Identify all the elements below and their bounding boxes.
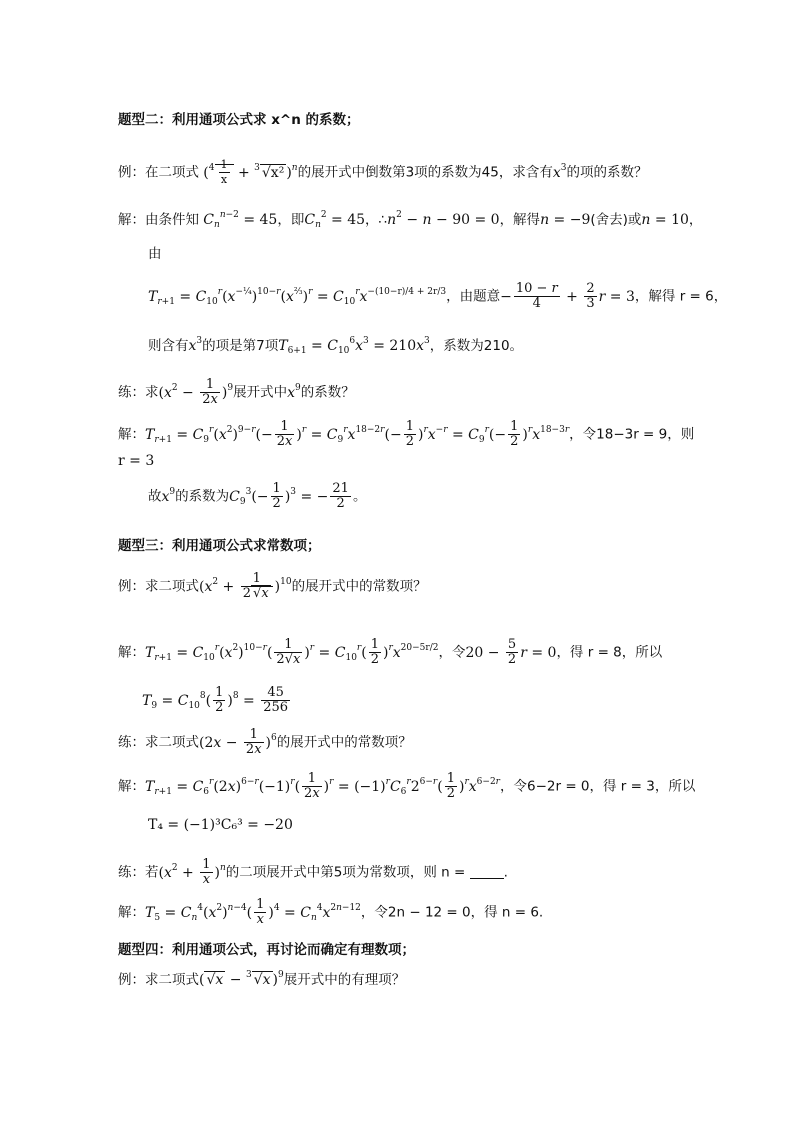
solution-text: ，即 — [277, 212, 305, 228]
practice-1: 练：求($x^2$ − $\frac{1}{2x}$ )$^9$展开式中$x^9$的系数？ — [118, 377, 355, 407]
practice-text: 若 — [145, 864, 159, 881]
solution-2-line2 — [118, 451, 154, 471]
type4-heading: 题型四：利用通项公式，再讨论而确定有理数项； — [118, 942, 415, 958]
answer-blank — [470, 866, 504, 879]
example-3: 例：求二项式( √x − $^3$ √x )$^9$展开式中的有理项？ — [118, 970, 406, 988]
practice-text: 求 — [145, 384, 159, 401]
practice-label: 练： — [118, 734, 145, 751]
example-1: 例：在二项式 ($^4$ $\frac{1}{x}$ + $^3$ √x² )$^n$的展开式中倒数第3项的系数为45，求含有$x^3$的项的系数？ — [118, 158, 648, 186]
example-text: 展开式中的有理项？ — [283, 972, 406, 988]
practice-text: 的展开式中的常数项？ — [276, 734, 412, 751]
practice-text: 的二项展开式中第5项为常数项，则 n = — [225, 864, 466, 881]
solution-3-line1: 解：$T_{r+1} = C_{10}^r(x^2)^{10-r}$( $\frac{1}{2√x}$ )$^r = C_{10}^r$( $\frac{1}{2}$ )$^rx^{20-5r/2}$，令20 − $\frac{5}{2}$ r = 0，得 r = 8，所以 — [118, 637, 663, 667]
solution-4-line2 — [148, 815, 293, 835]
example-text: 求二项式 — [145, 578, 199, 595]
solution-2-line3: 故$x^9$的系数为$C_9^3(-$ $\frac{1}{2}$ )$^3$ = − $\frac{21}{2}$ 。 — [148, 481, 367, 511]
solution-text: ， — [688, 212, 703, 228]
type3-heading: 题型三：利用通项公式求常数项； — [118, 538, 321, 554]
solution-text: 的系数为 — [175, 488, 230, 505]
example-text: 在二项式 — [145, 164, 199, 181]
solution-text: ，令18−3r = 9，则 — [569, 426, 695, 443]
practice-text: 的系数？ — [300, 384, 355, 401]
solution-text: ，由题意 — [446, 288, 501, 305]
solution-label: 解： — [118, 904, 145, 921]
practice-3: 练：若($x^2$ + $\frac{1}{x}$ )$^n$的二项展开式中第5项为常数项，则 n = . — [118, 857, 508, 887]
solution-text: 则含有 — [148, 338, 189, 354]
solution-text: ，所以 — [621, 644, 663, 661]
practice-text: 求二项式 — [145, 734, 199, 751]
solution-label: 解： — [118, 212, 145, 228]
solution-1-line4: 则含有$x^3$的项是第7项$T_{6+1} = C_{10}^6x^3 = 210x^3$，系数为210。 — [148, 336, 524, 356]
practice-label: 练： — [118, 864, 145, 881]
solution-text: 。 — [352, 488, 367, 505]
solution-4-line1: 解：$T_{r+1} = C_6^r(2x)^{6-r}(-1)^r$( $\frac{1}{2x}$ )$^r = (-1)^rC_6^r2^{6-r}$( $\frac{1}{2}$ )$^rx^{6-2r}$，令6−2r = 0，得 r = 3，所以 — [118, 771, 696, 801]
solution-text: ，∴ — [365, 212, 388, 228]
solution-label: 解： — [118, 426, 145, 443]
example-text: 的展开式中的常数项？ — [291, 578, 427, 595]
solution-text: ，解得 r = 6， — [634, 288, 728, 305]
solution-text: 由条件知 — [145, 212, 199, 228]
solution-label: 解： — [118, 644, 145, 661]
practice-label: 练： — [118, 384, 145, 401]
example-text: 的展开式中倒数第3项的系数为45，求含有 — [297, 164, 553, 181]
example-label: 例： — [118, 164, 145, 181]
solution-1-line2: 由 — [148, 246, 162, 262]
solution-math: T₄ = (−1)³C₆³ = −20 — [148, 817, 293, 833]
solution-2-line1: 解：$T_{r+1} = C_9^r(x^2)^{9-r}(-$ $\frac{1}{2x}$ )$^r = C_9^rx^{18-2r}(-$ $\frac{1}{2}$ )$^rx^{-r} = C_9^r(-$ $\frac{1}{2}$ )$^rx^{18-3r}$，令18−3r = 9，则 — [118, 419, 695, 449]
solution-text: ，系数为210。 — [429, 338, 524, 354]
type2-heading: 题型二：利用通项公式求 x^n 的系数； — [118, 112, 360, 128]
solution-text: ，得 r = 8 — [556, 644, 622, 661]
solution-3-line2: $T_9 = C_{10}^8$( $\frac{1}{2}$ )$^8$ = $\frac{45}{256}$ — [142, 685, 289, 715]
example-text: 求二项式 — [145, 972, 199, 988]
example-label: 例： — [118, 972, 145, 988]
solution-text: (舍去)或 — [590, 212, 642, 228]
example-label: 例： — [118, 578, 145, 595]
solution-1-line1: 解：由条件知 $C_n^{n-2} = 45$，即$C_n^2 = 45$，$\therefore n^2 - n - 90 = 0$，解得n = −9(舍去)或n = 10， — [118, 210, 703, 230]
solution-text: ，令2n − 12 = 0，得 n = 6. — [360, 904, 544, 921]
practice-2: 练：求二项式(2x − $\frac{1}{2x}$ )$^6$的展开式中的常数项？ — [118, 727, 412, 757]
solution-label: 解： — [118, 778, 145, 795]
practice-text: . — [503, 864, 508, 881]
solution-math: r = 3 — [118, 453, 155, 469]
example-text: 的项的系数？ — [566, 164, 648, 181]
example-2: 例：求二项式($x^2$ + $\frac{1}{2 √x}$ )$^{10}$的展开式中的常数项？ — [118, 571, 427, 601]
solution-text: ，令 — [438, 644, 466, 661]
solution-text: 的项是第7项 — [202, 338, 279, 354]
solution-1-line3: $T_{r+1} = C_{10}^r(x^{-\frac{1}{4}})^{10-r}(x^{\frac{2}{3}})^r = C_{10}^rx^{-(10-r)/4 + 2r/3}$，由题意− $\frac{10 - r}{4}$ + $\frac{2}{3}$ r = 3，解得 r = 6， — [148, 281, 728, 311]
solution-text: 故 — [148, 488, 162, 505]
practice-text: 展开式中 — [233, 384, 288, 401]
solution-text: ，令6−2r = 0，得 r = 3，所以 — [499, 778, 696, 795]
solution-text: ，解得 — [499, 212, 541, 228]
solution-5-line1: 解：$T_5 = C_n^4(x^2)^{n-4}$( $\frac{1}{x}$ )$^4 = C_n^4x^{2n-12}$，令2n − 12 = 0，得 n = 6. — [118, 897, 544, 927]
